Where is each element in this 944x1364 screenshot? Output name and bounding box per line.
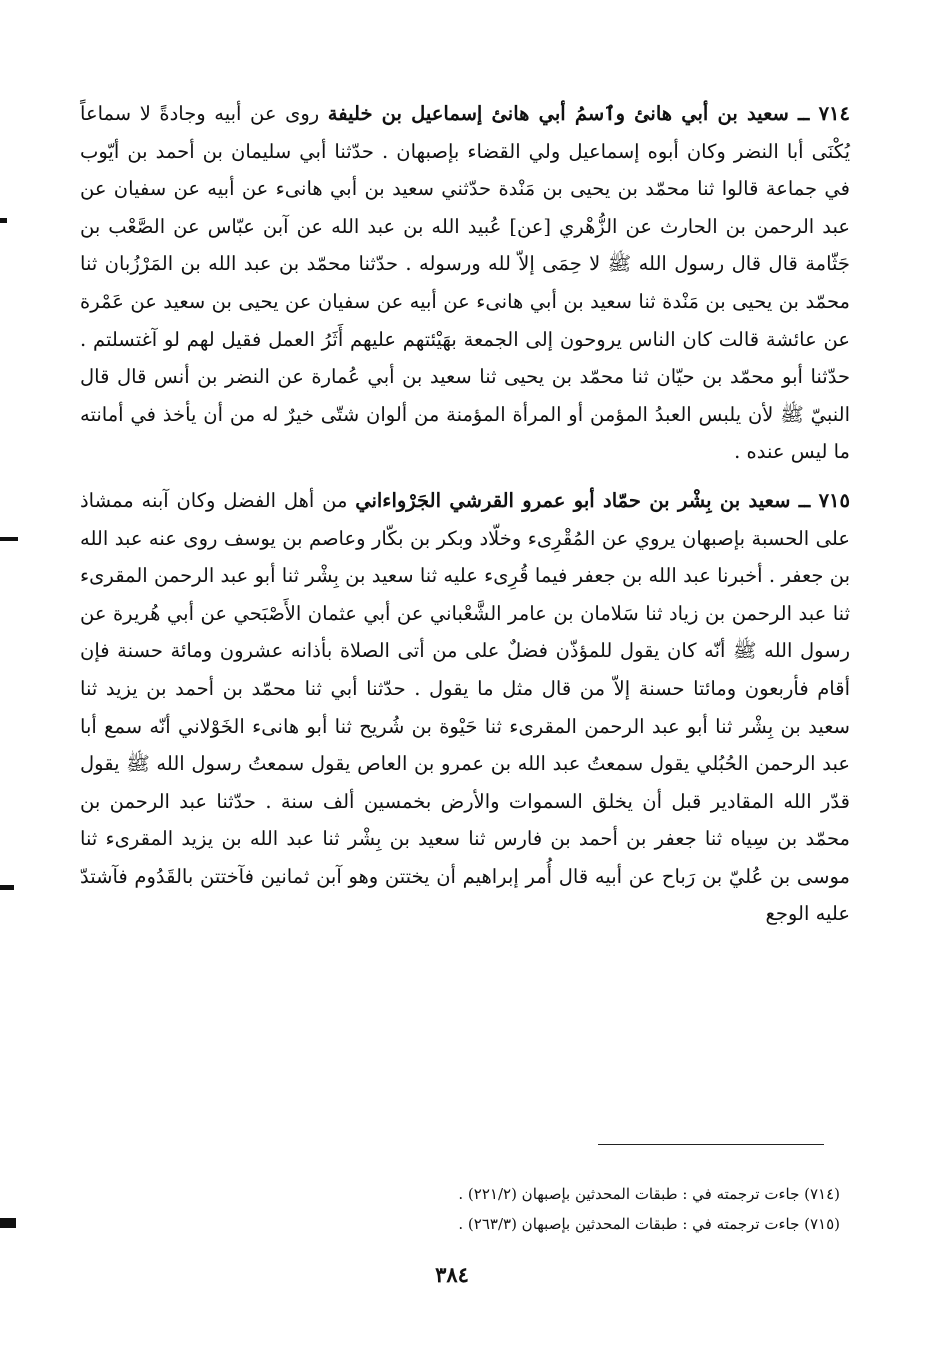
entry-heading: ٧١٥ ــ سعيد بن بِشْر بن حمّاد أبو عمرو القرشي الجَرْواءاني xyxy=(355,488,850,512)
scan-edge-mark xyxy=(0,218,7,223)
entry-text: روى عن أبيه وجادةً لا سماعاً يُكْنَى أبا النضر وكان أبوه إسماعيل ولي القضاء بإصبهان . حدّثنا أبي سليمان بن أحمد بن أيّوب في جماعة قالوا ثنا محمّد بن يحيى بن مَنْدة حدّثني سعيد بن أبي هانىء عن أبيه عن سفيان عن عبد الرحمن بن الحارث عن الزُّهْري [عن] عُبيد الله بن عبد الله عن آبن عبّاس عن الصَّعْب بن جَثّامة قال قال رسول الله ﷺ لا حِمَى إلاّ لله ورسوله . حدّثنا محمّد بن عبد الله بن المَرْزُبان ثنا محمّد بن يحيى بن مَنْدة ثنا سعيد بن أبي هانىء عن أبيه عن سفيان عن يحيى بن سعيد عن عَمْرة عن عائشة قالت كان الناس يروحون إلى الجمعة بهَيْئتهم عليهم أَثَرُ العمل فقيل لهم لو آغتسلتم . حدّثنا أبو محمّد بن حيّان ثنا محمّد بن يحيى ثنا سعيد بن أبي عُمارة عن النضر بن أنس قال قال النبيّ ﷺ لأن يلبس العبدُ المؤمن أو المرأة المؤمنة من ألوان شتّى خيرٌ له من أن يأخذ في أمانته ما ليس عنده . xyxy=(80,102,850,464)
footnote: (٧١٤) جاءت ترجمته في : طبقات المحدثين بإصبهان (٢٢١/٢) . xyxy=(458,1185,840,1203)
biography-entry-714 xyxy=(80,95,850,471)
page-number: ٣٨٤ xyxy=(435,1262,469,1287)
footnote-divider xyxy=(598,1144,824,1145)
biography-entry-715 xyxy=(80,482,850,933)
entry-text: من أهل الفضل وكان آبنه ممشاذ على الحسبة بإصبهان يروي عن المُقْرِىء وخلّاد وبكر بن بكّار وعاصم بن يوسف روى عنه عبد الله بن جعفر . أخبرنا عبد الله بن جعفر فيما قُرِىء عليه ثنا سعيد بن بِشْر ثنا أبو عبد الرحمن المقرىء ثنا عبد الرحمن بن زياد ثنا سَلامان بن عامر الشَّعْباني عن أبي عثمان الأَصْبَحي عن أبي هُريرة عن رسول الله ﷺ أنّه كان يقول للمؤذّن فضلٌ على من أتى الصلاة بأذانه عشرون ومائة حسنة فإن أقام فأربعون ومائتا حسنة إلاّ من قال مثل ما يقول . حدّثنا أبي ثنا محمّد بن أحمد بن يزيد ثنا سعيد بن بِشْر ثنا أبو عبد الرحمن المقرىء ثنا حَيْوة بن شُريح ثنا أبو هانىء الخَوْلاني أنّه سمع أبا عبد الرحمن الحُبُلي يقول سمعتُ عبد الله بن عمرو بن العاص يقول سمعتُ رسول الله ﷺ يقول قدّر الله المقادير قبل أن يخلق السموات والأرض بخمسين ألف سنة . حدّثنا عبد الرحمن بن محمّد بن سِياه ثنا جعفر بن أحمد بن فارس ثنا سعيد بن بِشْر ثنا عبد الله بن يزيد المقرىء ثنا موسى بن عُليّ بن رَباح عن أبيه قال أُمر إبراهيم أن يختتن وهو آبن ثمانين فآختتن بالقَدُوم فآشتدّ عليه الوجع xyxy=(80,488,850,926)
main-text xyxy=(80,95,850,933)
entry-heading: ٧١٤ ــ سعيد بن أبي هانئ وٱسمُ أبي هانئ إسماعيل بن خليفة xyxy=(327,102,850,125)
footnote: (٧١٥) جاءت ترجمته في : طبقات المحدثين بإصبهان (٢٦٣/٣) . xyxy=(458,1215,840,1233)
footnotes xyxy=(300,1179,840,1239)
scan-edge-mark xyxy=(0,885,14,890)
scan-edge-mark xyxy=(0,537,18,541)
scan-edge-mark xyxy=(0,1218,16,1228)
